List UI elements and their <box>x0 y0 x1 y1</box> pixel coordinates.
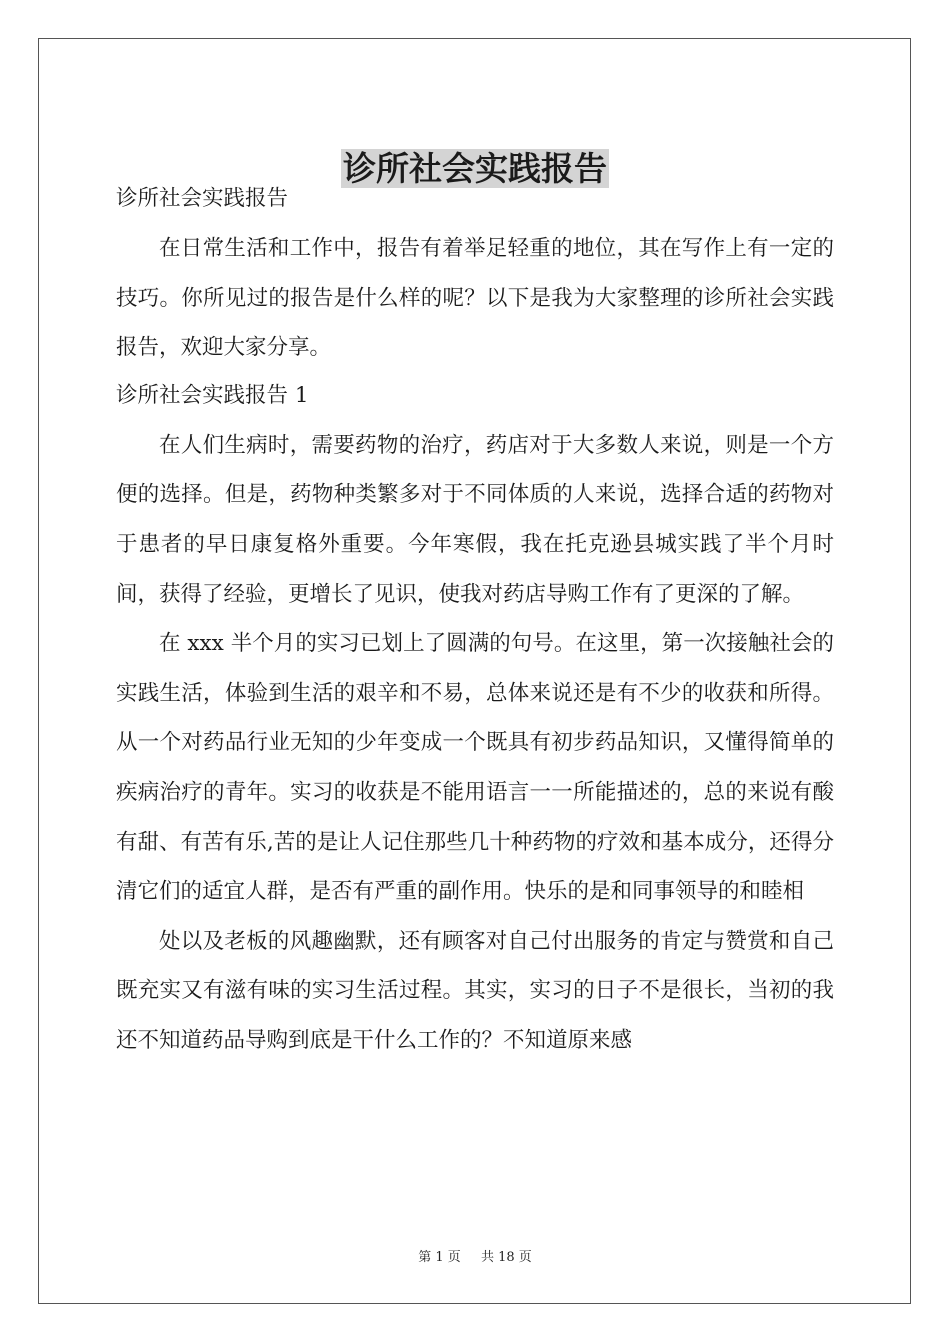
body-paragraph-1: 在人们生病时，需要药物的治疗，药店对于大多数人来说，则是一个方便的选择。但是，药物种类繁多对于不同体质的人来说，选择合适的药物对于患者的早日康复格外重要。今年寒假，我在托克逊县城实践了半个月时间，获得了经验，更增长了见识，使我对药店导购工作有了更深的了解。 <box>116 432 834 607</box>
page-total: 共 18 页 <box>480 1250 532 1265</box>
body-paragraph-2: 在 xxx 半个月的实习已划上了圆满的句号。在这里，第一次接触社会的实践生活，体验到生活的艰辛和不易，总体来说还是有不少的收获和所得。从一个对药品行业无知的少年变成一个既具有初步药品知识，又懂得简单的疾病治疗的青年。实习的收获是不能用语言一一所能描述的，总的来说有酸有甜、有苦有乐,苦的是让人记住那些几十种药物的疗效和基本成分，还得分清它们的适宜人群，是否有严重的副作用。快乐的是和同事领导的和睦相 <box>116 631 834 905</box>
page-number: 第 1 页 <box>418 1250 461 1265</box>
body-paragraph-3: 处以及老板的风趣幽默，还有顾客对自己付出服务的肯定与赞赏和自己既充实又有滋有味的实习生活过程。其实，实习的日子不是很长，当初的我还不知道药品导购到底是干什么工作的？不知道原来感 <box>116 928 834 1053</box>
document-title-text: 诊所社会实践报告 <box>343 149 607 189</box>
page-footer <box>0 1246 950 1265</box>
intro-paragraph: 在日常生活和工作中，报告有着举足轻重的地位，其在写作上有一定的技巧。你所见过的报告是什么样的呢？以下是我为大家整理的诊所社会实践报告，欢迎大家分享。 <box>116 236 834 361</box>
section-heading: 诊所社会实践报告 1 <box>116 382 309 408</box>
document-subtitle: 诊所社会实践报告 <box>116 186 289 211</box>
document-body <box>116 176 834 1066</box>
